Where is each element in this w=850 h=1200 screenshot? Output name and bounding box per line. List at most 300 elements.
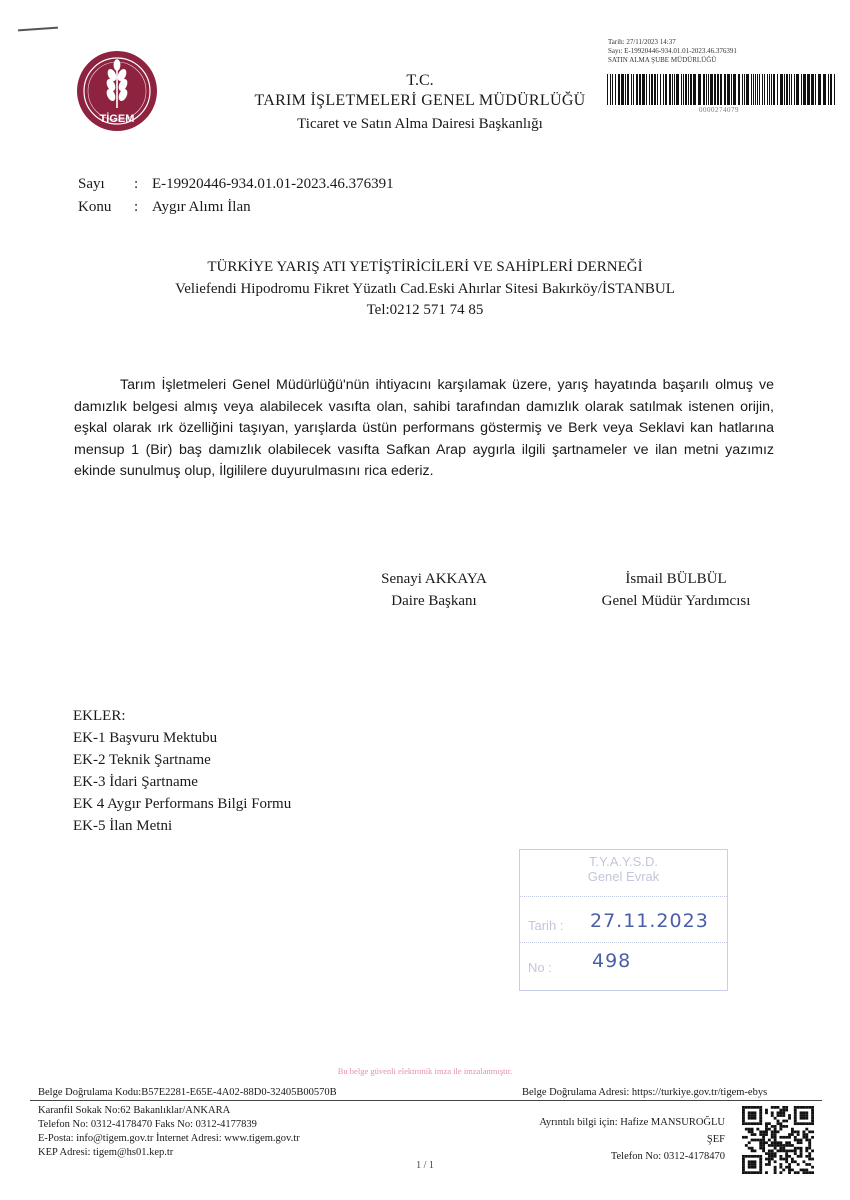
qr-module <box>797 1141 800 1144</box>
qr-module <box>774 1117 777 1120</box>
qr-module <box>756 1106 759 1109</box>
qr-module <box>805 1155 808 1158</box>
qr-module <box>754 1133 757 1136</box>
qr-module <box>748 1111 751 1114</box>
stamp-date: Tarih: 27/11/2023 14:37 <box>608 38 676 46</box>
qr-module <box>748 1155 751 1158</box>
footer-divider <box>30 1100 822 1101</box>
qr-module <box>774 1136 777 1139</box>
qr-module <box>785 1141 788 1144</box>
attachment-item: EK-3 İdari Şartname <box>73 774 198 790</box>
verification-address: Belge Doğrulama Adresi: https://turkiye.gov.tr/tigem-ebys <box>522 1087 768 1098</box>
barcode-bar <box>708 74 709 105</box>
qr-module <box>779 1150 782 1153</box>
qr-module <box>811 1114 814 1117</box>
qr-module <box>742 1120 745 1123</box>
qr-module <box>794 1111 797 1114</box>
qr-module <box>765 1125 768 1128</box>
qr-module <box>779 1171 782 1174</box>
qr-module <box>751 1155 754 1158</box>
barcode-bar <box>646 74 647 105</box>
qr-module <box>754 1117 757 1120</box>
qr-module <box>802 1106 805 1109</box>
qr-module <box>788 1171 791 1174</box>
qr-module <box>802 1111 805 1114</box>
barcode-bar <box>834 74 835 105</box>
qr-module <box>751 1114 754 1117</box>
qr-module <box>754 1114 757 1117</box>
qr-module <box>774 1106 777 1109</box>
barcode-bar <box>811 74 814 105</box>
qr-module <box>759 1109 762 1112</box>
barcode-bar <box>633 74 634 105</box>
qr-module <box>797 1122 800 1125</box>
qr-module <box>800 1122 803 1125</box>
qr-module <box>765 1111 768 1114</box>
qr-module <box>742 1106 745 1109</box>
barcode-bar <box>607 74 608 105</box>
qr-module <box>771 1144 774 1147</box>
qr-module <box>782 1150 785 1153</box>
barcode-bar <box>794 74 795 105</box>
barcode-bar <box>801 74 802 105</box>
stamp-number: Sayı: E-19920446-934.01.01-2023.46.376391 <box>608 47 737 55</box>
stamp-number-label: No : <box>528 960 552 975</box>
barcode-bar <box>621 74 624 105</box>
qr-module <box>782 1106 785 1109</box>
barcode-bar <box>663 74 664 105</box>
qr-module <box>794 1139 797 1142</box>
qr-module <box>782 1120 785 1123</box>
qr-module <box>765 1133 768 1136</box>
barcode-bar <box>791 74 792 105</box>
qr-module <box>742 1171 745 1174</box>
qr-module <box>771 1111 774 1114</box>
qr-module <box>774 1152 777 1155</box>
header-line2: TARIM İŞLETMELERİ GENEL MÜDÜRLÜĞÜ <box>254 92 586 109</box>
qr-module <box>762 1141 765 1144</box>
footer-phone-fax: Telefon No: 0312-4178470 Faks No: 0312-4177839 <box>38 1119 257 1130</box>
sayi-label: Sayı <box>78 176 105 192</box>
qr-module <box>785 1155 788 1158</box>
scan-mark <box>18 27 58 32</box>
qr-module <box>779 1125 782 1128</box>
qr-module <box>805 1128 808 1131</box>
qr-module <box>745 1171 748 1174</box>
qr-module <box>768 1155 771 1158</box>
qr-module <box>782 1125 785 1128</box>
recipient-phone: Tel:0212 571 74 85 <box>366 302 484 318</box>
qr-module <box>800 1155 803 1158</box>
barcode-bar <box>714 74 716 105</box>
footer-email-web: E-Posta: info@tigem.gov.tr İnternet Adresi: www.tigem.gov.tr <box>38 1133 300 1144</box>
qr-module <box>754 1106 757 1109</box>
barcode-bar <box>746 74 749 105</box>
qr-module <box>742 1111 745 1114</box>
qr-module <box>811 1120 814 1123</box>
qr-module <box>808 1171 811 1174</box>
qr-module <box>748 1117 751 1120</box>
qr-module <box>782 1114 785 1117</box>
barcode-bar <box>710 74 713 105</box>
barcode-bar <box>717 74 719 105</box>
qr-module <box>797 1139 800 1142</box>
barcode-bar <box>610 74 611 105</box>
qr-module <box>756 1128 759 1131</box>
stamp-org-line2: Genel Evrak <box>587 869 660 884</box>
qr-module <box>785 1152 788 1155</box>
qr-module <box>759 1122 762 1125</box>
qr-module <box>779 1128 782 1131</box>
qr-module <box>800 1117 803 1120</box>
barcode-bar <box>612 74 613 105</box>
qr-module <box>805 1136 808 1139</box>
qr-module <box>802 1171 805 1174</box>
qr-module <box>779 1111 782 1114</box>
barcode-bar <box>731 74 732 105</box>
qr-module <box>748 1141 751 1144</box>
qr-module <box>754 1111 757 1114</box>
barcode-bar <box>690 74 692 105</box>
qr-module <box>777 1114 780 1117</box>
qr-module <box>745 1144 748 1147</box>
footer-kep: KEP Adresi: tigem@hs01.kep.tr <box>38 1147 174 1158</box>
qr-module <box>785 1150 788 1153</box>
qr-module <box>805 1133 808 1136</box>
header-line1: T.C. <box>406 72 434 89</box>
attachment-item: EK-2 Teknik Şartname <box>73 752 211 768</box>
qr-module <box>759 1133 762 1136</box>
qr-module <box>774 1141 777 1144</box>
qr-module <box>802 1117 805 1120</box>
qr-module <box>759 1106 762 1109</box>
qr-module <box>782 1136 785 1139</box>
page-number: 1 / 1 <box>416 1160 434 1171</box>
qr-module <box>765 1109 768 1112</box>
qr-module <box>771 1150 774 1153</box>
qr-module <box>802 1114 805 1117</box>
qr-module <box>751 1133 754 1136</box>
qr-module <box>745 1155 748 1158</box>
qr-module <box>800 1147 803 1150</box>
qr-module <box>785 1120 788 1123</box>
qr-module <box>768 1150 771 1153</box>
footer-contact-block <box>38 1104 300 1160</box>
qr-module <box>756 1155 759 1158</box>
qr-module <box>765 1128 768 1131</box>
barcode-bar <box>698 74 701 105</box>
barcode-bar <box>618 74 620 105</box>
qr-module <box>751 1111 754 1114</box>
qr-module <box>751 1122 754 1125</box>
qr-module <box>794 1147 797 1150</box>
barcode-bar <box>744 74 745 105</box>
qr-module <box>754 1150 757 1153</box>
qr-module <box>811 1117 814 1120</box>
qr-module <box>794 1120 797 1123</box>
qr-module <box>805 1111 808 1114</box>
qr-module <box>759 1141 762 1144</box>
qr-module <box>742 1109 745 1112</box>
qr-module <box>785 1109 788 1112</box>
qr-module <box>774 1125 777 1128</box>
qr-module <box>774 1171 777 1174</box>
qr-module <box>802 1133 805 1136</box>
qr-module <box>762 1133 765 1136</box>
footer-contact-title: ŞEF <box>706 1134 725 1145</box>
qr-module <box>751 1147 754 1150</box>
qr-module <box>785 1144 788 1147</box>
barcode-bar <box>830 74 832 105</box>
barcode-bar <box>676 74 679 105</box>
qr-module <box>759 1155 762 1158</box>
header-line3: Ticaret ve Satın Alma Dairesi Başkanlığı <box>297 116 543 132</box>
qr-module <box>797 1171 800 1174</box>
barcode-bar <box>823 74 826 105</box>
barcode-bar <box>654 74 656 105</box>
qr-module <box>788 1155 791 1158</box>
qr-module <box>771 1155 774 1158</box>
stamp-number-row <box>520 942 727 988</box>
qr-module <box>771 1114 774 1117</box>
qr-module <box>771 1130 774 1133</box>
barcode-bar <box>724 74 726 105</box>
qr-module <box>751 1130 754 1133</box>
qr-module <box>785 1136 788 1139</box>
qr-module <box>774 1133 777 1136</box>
qr-module <box>794 1122 797 1125</box>
barcode-bar <box>636 74 638 105</box>
qr-module <box>800 1114 803 1117</box>
footer-contact-phone: Telefon No: 0312-4178470 <box>610 1151 725 1162</box>
barcode-bar <box>751 74 752 105</box>
barcode-bar <box>649 74 650 105</box>
qr-module <box>777 1150 780 1153</box>
konu-label: Konu <box>78 199 112 215</box>
qr-module <box>771 1106 774 1109</box>
signature-1-name: Senayi AKKAYA <box>381 571 487 587</box>
qr-module <box>754 1155 757 1158</box>
barcode-bar <box>757 74 758 105</box>
qr-module <box>788 1136 791 1139</box>
qr-module <box>782 1147 785 1150</box>
barcode-bar <box>753 74 754 105</box>
qr-module <box>794 1109 797 1112</box>
barcode-bar <box>789 74 790 105</box>
qr-module <box>777 1122 780 1125</box>
qr-module <box>800 1139 803 1142</box>
signature-2 <box>566 568 786 612</box>
qr-module <box>782 1111 785 1114</box>
qr-module <box>788 1141 791 1144</box>
qr-module <box>805 1106 808 1109</box>
qr-module <box>794 1117 797 1120</box>
qr-module <box>745 1106 748 1109</box>
qr-module <box>794 1130 797 1133</box>
qr-module <box>768 1122 771 1125</box>
verification-code: Belge Doğrulama Kodu:B57E2281-E65E-4A02-88D0-32405B00570B <box>38 1087 337 1098</box>
barcode-bar <box>683 74 684 105</box>
qr-module <box>779 1109 782 1112</box>
barcode-bar <box>639 74 641 105</box>
qr-module <box>805 1171 808 1174</box>
qr-module <box>768 1139 771 1142</box>
barcode-bar <box>657 74 658 105</box>
barcode-bar <box>764 74 765 105</box>
qr-module <box>811 1171 814 1174</box>
barcode-bar <box>706 74 707 105</box>
qr-module <box>797 1147 800 1150</box>
qr-module <box>759 1120 762 1123</box>
barcode-bar <box>742 74 743 105</box>
qr-module <box>771 1125 774 1128</box>
qr-module <box>800 1106 803 1109</box>
recipient-name: TÜRKİYE YARIŞ ATI YETİŞTİRİCİLERİ VE SAHİPLERİ DERNEĞİ <box>207 259 643 275</box>
signature-2-title: Genel Müdür Yardımcısı <box>601 593 751 609</box>
qr-module <box>751 1128 754 1131</box>
qr-module <box>759 1117 762 1120</box>
qr-module <box>748 1106 751 1109</box>
barcode-bar <box>703 74 705 105</box>
qr-module <box>808 1106 811 1109</box>
konu-separator: : <box>134 199 139 215</box>
qr-module <box>777 1141 780 1144</box>
recipient-address: Veliefendi Hipodromu Fikret Yüzatlı Cad.Eski Ahırlar Sitesi Bakırköy/İSTANBUL <box>175 281 675 297</box>
qr-module <box>771 1133 774 1136</box>
qr-module <box>762 1144 765 1147</box>
qr-module <box>791 1144 794 1147</box>
qr-module <box>811 1111 814 1114</box>
qr-module <box>805 1114 808 1117</box>
qr-module <box>785 1106 788 1109</box>
qr-module <box>756 1122 759 1125</box>
logo-text: TİGEM <box>99 113 135 125</box>
barcode-bar <box>780 74 783 105</box>
attachments-heading: EKLER: <box>73 708 126 724</box>
qr-module <box>771 1152 774 1155</box>
qr-module <box>794 1114 797 1117</box>
qr-module <box>771 1136 774 1139</box>
barcode-bar <box>642 74 645 105</box>
qr-module <box>745 1136 748 1139</box>
barcode-bar <box>777 74 778 105</box>
barcode-bar <box>681 74 682 105</box>
qr-module <box>751 1150 754 1153</box>
qr-module <box>748 1130 751 1133</box>
barcode-bar <box>665 74 667 105</box>
qr-module <box>811 1130 814 1133</box>
barcode-bar <box>767 74 768 105</box>
barcode-bar <box>807 74 810 105</box>
barcode-bar <box>773 74 775 105</box>
qr-module <box>754 1171 757 1174</box>
qr-module <box>805 1117 808 1120</box>
qr-module <box>794 1152 797 1155</box>
qr-module <box>779 1122 782 1125</box>
qr-module <box>782 1109 785 1112</box>
qr-module <box>777 1144 780 1147</box>
qr-module <box>808 1144 811 1147</box>
stamp-org <box>520 854 727 884</box>
footer-info-block <box>480 1114 725 1165</box>
qr-module <box>805 1147 808 1150</box>
qr-module <box>771 1141 774 1144</box>
qr-module <box>756 1139 759 1142</box>
received-stamp <box>519 849 728 991</box>
barcode-bar <box>786 74 788 105</box>
barcode-bar <box>796 74 799 105</box>
qr-module <box>774 1144 777 1147</box>
barcode-bar <box>651 74 653 105</box>
reference-number <box>78 176 394 193</box>
qr-module <box>791 1128 794 1131</box>
qr-module <box>777 1106 780 1109</box>
qr-module <box>774 1139 777 1142</box>
qr-module <box>779 1144 782 1147</box>
qr-module <box>768 1144 771 1147</box>
qr-module <box>788 1150 791 1153</box>
qr-module <box>805 1150 808 1153</box>
qr-module <box>800 1141 803 1144</box>
sayi-value: E-19920446-934.01.01-2023.46.376391 <box>152 176 394 192</box>
qr-module <box>751 1117 754 1120</box>
qr-module <box>745 1122 748 1125</box>
barcode-bar <box>631 74 632 105</box>
sayi-separator: : <box>134 176 139 192</box>
qr-module <box>794 1106 797 1109</box>
attachment-item: EK-5 İlan Metni <box>73 818 173 834</box>
qr-module <box>754 1139 757 1142</box>
qr-module <box>791 1133 794 1136</box>
qr-module <box>779 1141 782 1144</box>
qr-module <box>765 1141 768 1144</box>
barcode-bar <box>803 74 806 105</box>
qr-module <box>788 1114 791 1117</box>
qr-module <box>779 1147 782 1150</box>
barcode-bar <box>693 74 696 105</box>
qr-module <box>745 1128 748 1131</box>
qr-module <box>748 1114 751 1117</box>
qr-module <box>788 1144 791 1147</box>
qr-module <box>759 1114 762 1117</box>
barcode-bar <box>625 74 626 105</box>
stamp-org-line1: T.Y.A.Y.S.D. <box>589 854 658 869</box>
stamp-unit: SATIN ALMA ŞUBE MÜDÜRLÜĞÜ <box>608 56 717 64</box>
qr-module <box>805 1122 808 1125</box>
qr-module <box>765 1122 768 1125</box>
attachment-item: EK 4 Aygır Performans Bilgi Formu <box>73 796 292 812</box>
qr-module <box>742 1122 745 1125</box>
qr-module <box>811 1109 814 1112</box>
qr-module <box>788 1133 791 1136</box>
qr-module <box>759 1139 762 1142</box>
qr-module <box>759 1144 762 1147</box>
qr-module <box>808 1130 811 1133</box>
qr-module <box>751 1139 754 1142</box>
qr-module <box>759 1171 762 1174</box>
qr-module <box>762 1150 765 1153</box>
qr-module <box>808 1152 811 1155</box>
barcode-bar <box>720 74 722 105</box>
qr-module <box>765 1152 768 1155</box>
qr-module <box>765 1171 768 1174</box>
qr-module <box>748 1171 751 1174</box>
qr-module <box>811 1106 814 1109</box>
qr-module <box>759 1130 762 1133</box>
qr-module <box>797 1155 800 1158</box>
qr-module <box>768 1128 771 1131</box>
qr-module <box>808 1122 811 1125</box>
